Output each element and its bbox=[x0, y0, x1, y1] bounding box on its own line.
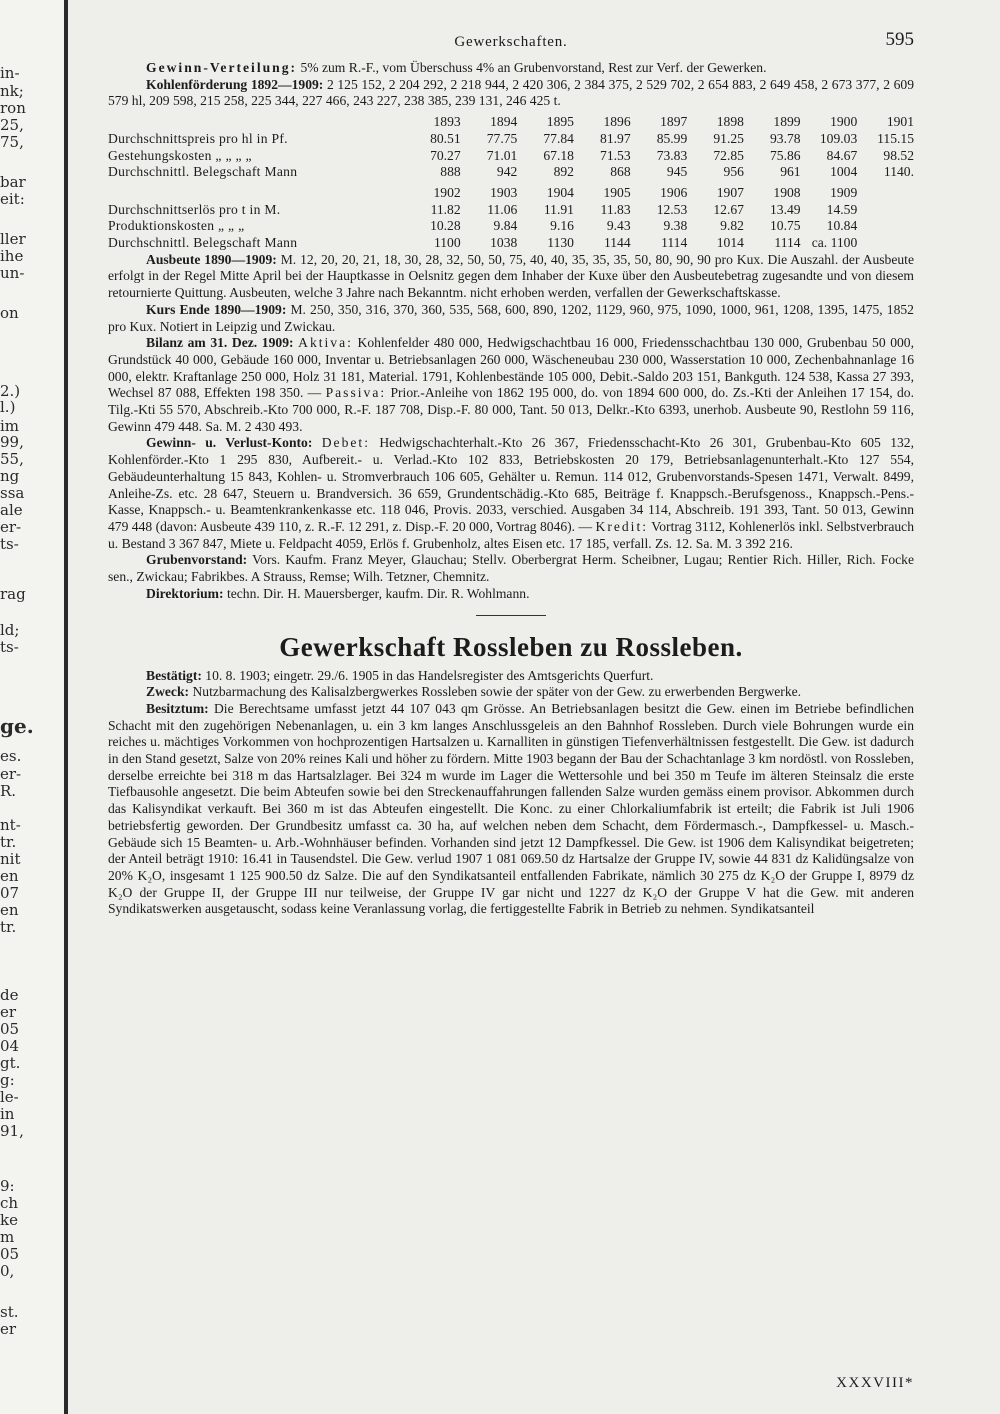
gewinn-verlust-konto bbox=[108, 435, 914, 552]
year-cell: 1902 bbox=[433, 184, 461, 200]
margin-fragment: le- bbox=[0, 1088, 19, 1106]
year-cell: 1904 bbox=[546, 184, 574, 200]
margin-fragment: un- bbox=[0, 264, 25, 282]
ausbeute bbox=[108, 252, 914, 302]
value-cell: 109.03 bbox=[819, 130, 858, 146]
year-cell: 1909 bbox=[830, 184, 858, 200]
margin-fragment: en bbox=[0, 901, 19, 919]
bestaetigt-text: 10. 8. 1903; eingetr. 29./6. 1905 in das Handelsregister des Amtsgerichts Querfurt. bbox=[205, 667, 654, 683]
margin-fragment: tr. bbox=[0, 833, 17, 851]
margin-fragment: nk; bbox=[0, 82, 24, 100]
margin-fragment: 99, bbox=[0, 433, 24, 451]
value-cell bbox=[857, 218, 914, 235]
besitztum bbox=[108, 701, 914, 918]
value-cell: 1144 bbox=[603, 235, 631, 251]
value-cell: 11.83 bbox=[600, 201, 631, 217]
table-row bbox=[108, 164, 914, 181]
kredit-text: Vortrag 3112, Kohlenerlös inkl. Selbstverbrauch u. Bestand 3 367 847, Miete u. Feldpacht 4059, Erlös f. Grubenholz, altes Eisen etc. 17 185, verfall. Zs. 12. Sa. M. 3 392 216. bbox=[108, 518, 914, 551]
table-header-row bbox=[108, 114, 914, 131]
margin-fragment: ller bbox=[0, 230, 26, 248]
passiva-text: Prior.-Anleihe von 1862 195 000, do. von 1894 600 000, do. Zs.-Kti der Anleihen 17 154, do. Tilg.-Kti 55 570, Abschreib.-Kto 700 000, R.-F. 187 708, Disp.-F. 80 000, Tant. 50 013, Delkr.-Kto 6393, unerhob. Ausbeute 90, Restlohn 59 116, Gewinn 479 448. Sa. M. 2 430 493. bbox=[108, 385, 914, 434]
kurs bbox=[108, 302, 914, 335]
value-cell: 14.59 bbox=[826, 201, 858, 217]
value-cell: 868 bbox=[610, 164, 631, 180]
margin-fragment: en bbox=[0, 867, 19, 885]
aktiva-text: Kohlenfelder 480 000, Hedwigschachtbau 16 000, Friedensschachtbau 130 000, Grubenbau 50 000, Grundstück 40 000, Gebäude 160 000, Inventar u. Betriebsanlagen 260 000, Wäscheneubau 230 000, Wasserstation 10 000, Zechenbahnanlage 16 000, elektr. Kraftanlage 250 000, Holz 31 181, Material. 1791, Kohlenbestände 105 000, Debit.-Saldo 203 151, Bankguth. 124 538, Kassa 27 393, Wechsel 87 088, Effekten 198 350. — bbox=[108, 335, 915, 401]
kurs-text: M. 250, 350, 316, 370, 360, 535, 568, 600, 890, 1202, 1129, 960, 975, 1090, 1000, 961, 1208, 1395, 1475, 1852 pro Kux. Notiert in Leipzig und Zwickau. bbox=[108, 301, 914, 334]
value-cell: 892 bbox=[553, 164, 574, 180]
bestaetigt-label: Bestätigt: bbox=[146, 667, 202, 683]
document-page bbox=[108, 29, 915, 1394]
margin-fragment: m bbox=[0, 1228, 15, 1246]
value-cell: 11.91 bbox=[543, 201, 574, 217]
margin-fragment: ke bbox=[0, 1211, 18, 1229]
year-cell: 1901 bbox=[886, 114, 914, 130]
margin-fragment: ts- bbox=[0, 535, 19, 553]
value-cell: 70.27 bbox=[430, 147, 461, 163]
year-cell: 1900 bbox=[830, 114, 858, 130]
value-cell: 75.86 bbox=[770, 147, 801, 163]
year-cell: 1897 bbox=[660, 114, 688, 130]
value-cell: 9.16 bbox=[550, 218, 574, 234]
value-cell: 10.28 bbox=[430, 218, 461, 234]
zweck-label: Zweck: bbox=[146, 684, 190, 700]
section-title: Gewerkschaft Rossleben zu Rossleben. bbox=[279, 631, 743, 662]
gewinn-verteilung-text: 5% zum R.-F., vom Überschuss 4% an Grubenvorstand, Rest zur Verf. der Gewerken. bbox=[300, 60, 767, 75]
margin-fragment: eit: bbox=[0, 190, 25, 208]
margin-fragment: ts- bbox=[0, 638, 19, 656]
table-row bbox=[108, 148, 914, 165]
direktorium-text: techn. Dir. H. Mauersberger, kaufm. Dir. R. Wohlmann. bbox=[226, 585, 530, 601]
year-cell: 1903 bbox=[490, 184, 518, 200]
margin-fragment: g: bbox=[0, 1071, 15, 1089]
margin-fragment: ld; bbox=[0, 621, 20, 639]
value-cell: 1100 bbox=[433, 235, 461, 251]
value-cell: ca. 1100 bbox=[811, 235, 858, 251]
margin-fragment: er bbox=[0, 1003, 17, 1021]
value-cell: 1014 bbox=[716, 235, 744, 251]
table-label-cell bbox=[108, 114, 404, 131]
row-label: Durchschnittspreis pro hl in Pf. bbox=[108, 130, 288, 146]
row-label: Gestehungskosten „ „ „ „ bbox=[108, 147, 252, 163]
value-cell: 84.67 bbox=[826, 147, 858, 163]
value-cell: 888 bbox=[440, 164, 461, 180]
year-cell: 1908 bbox=[773, 184, 801, 200]
year-cell: 1907 bbox=[716, 184, 744, 200]
year-cell: 1899 bbox=[773, 114, 801, 130]
year-cell: 1898 bbox=[716, 114, 744, 130]
margin-fragment: 2.) bbox=[0, 382, 21, 400]
value-cell: 942 bbox=[496, 164, 518, 180]
running-title: Gewerkschaften. bbox=[454, 34, 568, 50]
value-cell: 71.53 bbox=[600, 147, 631, 163]
previous-page-margin bbox=[0, 0, 64, 1414]
value-cell: 73.83 bbox=[656, 147, 688, 163]
grubenvorstand-text: Vors. Kaufm. Franz Meyer, Glauchau; Stellv. Oberbergrat Herm. Scheibner, Lugau; Rentier Rich. Hiller, Rich. Focke sen., Zwickau; Fabrikbes. A Strauss, Remse; Wilh. Tetzner, Chemnitz. bbox=[108, 552, 914, 585]
row-label: Durchschnittserlös pro t in M. bbox=[108, 201, 281, 217]
table-row bbox=[108, 235, 914, 252]
year-cell: 1905 bbox=[603, 184, 631, 200]
gv-konto-label: Gewinn- u. Verlust-Konto: bbox=[146, 435, 313, 451]
row-label: Produktionskosten „ „ „ bbox=[108, 218, 245, 234]
value-cell: 12.67 bbox=[713, 201, 744, 217]
margin-fragment: de bbox=[0, 986, 19, 1004]
value-cell: 9.43 bbox=[606, 218, 631, 234]
ausbeute-label: Ausbeute 1890—1909: bbox=[146, 251, 277, 267]
value-cell: 72.85 bbox=[713, 147, 744, 163]
kohlenfoerderung-label: Kohlenförderung 1892—1909: bbox=[146, 76, 324, 92]
value-cell: 1140. bbox=[883, 164, 914, 180]
value-cell: 98.52 bbox=[883, 147, 914, 163]
margin-fragment: im bbox=[0, 417, 20, 435]
value-cell: 77.75 bbox=[486, 130, 518, 146]
margin-fragment: 75, bbox=[0, 133, 24, 151]
value-cell: 115.15 bbox=[877, 130, 914, 146]
kohlenfoerderung-text: 2 125 152, 2 204 292, 2 218 944, 2 420 306, 2 384 375, 2 529 702, 2 654 883, 2 649 458, 2 673 377, 2 609 579 hl, 209 598, 215 258, 225 344, 227 466, 243 227, 238 385, 239 131, 246 425 t. bbox=[108, 76, 914, 109]
value-cell: 13.49 bbox=[770, 201, 801, 217]
value-cell: 945 bbox=[666, 164, 688, 180]
value-cell: 10.84 bbox=[826, 218, 858, 234]
value-cell: 12.53 bbox=[656, 201, 688, 217]
debet-text: Hedwigschachterhalt.-Kto 26 367, Friedensschacht-Kto 26 301, Grubenbau-Kto 605 132, Kohlenförder.-Kto 1 295 830, Aufbereit.- u. Verlad.-Kto 102 833, Betriebskosten 20 179, Betriebsanlagenunterhalt.-Kto 127 554, Gebäudeunterhaltung 15 843, Kohlen- u. Stromverbrauch 106 605, Gehälter u. Remun. 114 012, Grubenvorstands-Spesen 1471, Verwalt. 8499, Anleihe-Zs. etc. 28 647, Steuern u. Brandversich. 36 659, Grundentschädig.-Kto 685, Beiträge f. Knappsch.-Berufsgenoss., Knappsch.-Pens.-Kasse, Knappsch.- u. Beamtenkrankenkasse etc. 118 046, Provis. 2033, verschied. Ausgaben 34 114, Abschreib. 191 393, Tant. 50 013, Gewinn 479 448 (davon: Ausbeute 439 110, z. R.-F. 12 291, z. Disp.-F. 20 000, Vortrag 8046). — bbox=[108, 435, 914, 534]
margin-fragment: 91, bbox=[0, 1122, 24, 1140]
margin-fragment: ng bbox=[0, 467, 20, 485]
margin-fragment: on bbox=[0, 304, 19, 322]
margin-fragment: tr. bbox=[0, 918, 17, 936]
year-cell: 1893 bbox=[433, 114, 461, 130]
stats-table-1893-1901 bbox=[108, 114, 914, 181]
gewinn-verteilung-label: Gewinn-Verteilung: bbox=[146, 60, 298, 75]
running-head bbox=[108, 29, 914, 60]
table-row bbox=[108, 131, 914, 148]
value-cell bbox=[857, 202, 914, 219]
debet-label: Debet: bbox=[321, 435, 370, 451]
value-cell: 9.38 bbox=[663, 218, 688, 234]
bilanz-label: Bilanz am 31. Dez. 1909: bbox=[146, 335, 294, 351]
margin-fragment: 9: bbox=[0, 1177, 15, 1195]
table-label-cell bbox=[108, 185, 404, 202]
kohlenfoerderung bbox=[108, 77, 914, 110]
value-cell: 1130 bbox=[547, 235, 574, 251]
margin-fragment: ale bbox=[0, 501, 23, 519]
value-cell: 961 bbox=[780, 164, 801, 180]
margin-fragment: l.) bbox=[0, 398, 16, 416]
value-cell bbox=[857, 235, 914, 252]
direktorium bbox=[108, 586, 914, 603]
ausbeute-text: M. 12, 20, 20, 21, 18, 30, 28, 32, 50, 50, 75, 40, 40, 35, 35, 35, 50, 80, 90, 90 pro Kux. Die Auszahl. der Ausbeute erfolgt in der Regel Mitte April bei der Hauptkasse in Oelsnitz gegen dem Inhaber der Kuxe über den Ausbeutebetrag zugesandte und von diesem retournierte Quittung. Ausbeuten, welche 3 Jahre nach Bekanntm. nicht erhoben werden, verfallen der Gewerkschaftskasse. bbox=[108, 251, 914, 301]
value-cell: 91.25 bbox=[713, 130, 744, 146]
value-cell: 93.78 bbox=[770, 130, 801, 146]
margin-fragment: R. bbox=[0, 782, 17, 800]
margin-fragment: gt. bbox=[0, 1054, 21, 1072]
stats-table-1902-1909 bbox=[108, 185, 914, 252]
margin-fragment: ihe bbox=[0, 247, 24, 265]
margin-fragment: 07 bbox=[0, 884, 20, 902]
direktorium-label: Direktorium: bbox=[146, 585, 224, 601]
page-number: 595 bbox=[885, 29, 914, 50]
value-cell: 956 bbox=[723, 164, 744, 180]
margin-fragment: er- bbox=[0, 518, 22, 536]
margin-fragment: nt- bbox=[0, 816, 21, 834]
margin-fragment: 05 bbox=[0, 1020, 20, 1038]
value-cell: 11.06 bbox=[487, 201, 518, 217]
table-row bbox=[108, 202, 914, 219]
bilanz bbox=[108, 335, 914, 435]
margin-fragment: 55, bbox=[0, 450, 24, 468]
table-row bbox=[108, 218, 914, 235]
margin-fragment: 05 bbox=[0, 1245, 20, 1263]
value-cell: 11.82 bbox=[430, 201, 461, 217]
besitztum-text: Die Berechtsame umfasst jetzt 44 107 043 qm Grösse. An Betriebsanlagen besitzt die Gew. einen im Betriebe befindlichen Schacht mit den zugehörigen Nebenanlagen, u. ein 3 km langes Anschlussgeleis an den Bahnhof Rossleben. Durch viele Bohrungen wurde ein reiches u. mächtiges Vorkommen von hochprozentigen Hartsalzen u. Karnalliten in günstigen Tiefenverhältnissen festgestellt. Die Gew. ist dadurch in den Stand gesetzt, Salze von 20% reines Kali und höher zu fördern. Mitte 1903 begann der Bau der Schachtanlage 3 km nordöstl. von Rossleben, derselbe erreichte bei 318 m das Hartsalzlager. Bei 324 m wurde im Lager die Wettersohle und bei 350 m Teufe im älteren Steinsalz die erste Tiefbausohle angesetzt. Die beim Abteufen sowie bei den Streckenauffahrungen fallenden Salze wurden gemäss einem provisor. Abkommen durch das Kalisyndikat verkauft. Bei 360 m ist das Abteufen eingestellt. Die Konc. zu einer Chlorkaliumfabrik ist erteilt; die Fabrik ist Juli 1906 betriebsfertig geworden. Der Grundbesitz umfasst ca. 30 ha, auf welchen neben dem Schacht, dem Fördermasch.-, Dampfkessel- u. Masch.-Gebäude sich 15 Beamten- u. Arb.-Wohnhäuser befinden. Vorhanden sind jetzt 12 Dampfkessel. Die Gew. ist 1906 dem Kalisyndikat beigetreten; der Anteil beträgt 1910: 16.41 in Tausendstel. Die Gew. verlud 1907 1 081 069.50 dz Hartsalze der Gruppe IV, sowie 44 831 dz Kalidüngsalze von 20% K₂O, insgesamt 1 125 900.50 dz Salze. Die auf den Syndikatsanteil entfallenden Fabrikate, nämlich 30 275 dz K₂O der Gruppe I, 8979 dz K₂O der Gruppe II, der Gruppe III nur teilweise, der Gruppe IV gar nicht und 1227 dz K₂O der Gruppe V hat die Gew. mit anderen Syndikatswerken ausgetauscht, sodass keine Veranlassung vorlag, die fertiggestellte Fabrik in Betrieb zu nehmen. Syndikatsanteil bbox=[108, 700, 914, 917]
margin-fragment: nit bbox=[0, 850, 21, 868]
value-cell: 10.75 bbox=[770, 218, 801, 234]
margin-fragment: bar bbox=[0, 173, 26, 191]
aktiva-label: Aktiva: bbox=[298, 335, 353, 351]
value-cell: 81.97 bbox=[600, 130, 631, 146]
value-cell: 9.84 bbox=[493, 218, 518, 234]
year-cell bbox=[857, 185, 914, 202]
margin-fragment: er bbox=[0, 1320, 17, 1338]
value-cell: 85.99 bbox=[656, 130, 688, 146]
margin-fragment: er- bbox=[0, 765, 22, 783]
page-edge-shadow bbox=[64, 0, 68, 1414]
margin-fragment: 25, bbox=[0, 116, 24, 134]
table-header-row bbox=[108, 185, 914, 202]
value-cell: 9.82 bbox=[720, 218, 744, 234]
margin-fragment: st. bbox=[0, 1303, 19, 1321]
value-cell: 1038 bbox=[490, 235, 518, 251]
value-cell: 67.18 bbox=[543, 147, 574, 163]
value-cell: 80.51 bbox=[430, 130, 461, 146]
grubenvorstand bbox=[108, 552, 914, 585]
year-cell: 1906 bbox=[660, 184, 688, 200]
margin-fragment: in- bbox=[0, 64, 20, 82]
grubenvorstand-label: Grubenvorstand: bbox=[146, 552, 248, 568]
besitztum-label: Besitztum: bbox=[146, 700, 209, 716]
margin-fragment: ch bbox=[0, 1194, 19, 1212]
gewinn-verteilung bbox=[108, 60, 914, 77]
value-cell: 77.84 bbox=[543, 130, 574, 146]
value-cell: 71.01 bbox=[486, 147, 518, 163]
signature-mark: XXXVIII* bbox=[836, 1375, 914, 1392]
bestaetigt bbox=[108, 668, 914, 685]
margin-fragment: rag bbox=[0, 585, 26, 603]
row-label: Durchschnittl. Belegschaft Mann bbox=[108, 235, 298, 251]
year-cell: 1896 bbox=[603, 114, 631, 130]
margin-fragment: ssa bbox=[0, 484, 25, 502]
zweck bbox=[108, 684, 914, 701]
year-cell: 1894 bbox=[490, 114, 518, 130]
margin-fragment: in bbox=[0, 1105, 15, 1123]
kredit-label: Kredit: bbox=[595, 518, 649, 534]
margin-fragment: ge. bbox=[0, 714, 34, 738]
margin-fragment: es. bbox=[0, 747, 22, 765]
value-cell: 1114 bbox=[661, 235, 688, 251]
margin-fragment: 0, bbox=[0, 1262, 15, 1280]
passiva-label: Passiva: bbox=[325, 385, 387, 401]
row-label: Durchschnittl. Belegschaft Mann bbox=[108, 164, 298, 180]
kurs-label: Kurs Ende 1890—1909: bbox=[146, 301, 287, 317]
zweck-text: Nutzbarmachung des Kalisalzbergwerkes Rossleben sowie der später von der Gew. zu erwerbenden Bergwerke. bbox=[192, 684, 802, 700]
section-divider bbox=[476, 615, 546, 616]
year-cell: 1895 bbox=[546, 114, 574, 130]
value-cell: 1004 bbox=[830, 164, 858, 180]
margin-fragment: ron bbox=[0, 99, 26, 117]
margin-fragment: 04 bbox=[0, 1037, 20, 1055]
value-cell: 1114 bbox=[774, 235, 801, 251]
